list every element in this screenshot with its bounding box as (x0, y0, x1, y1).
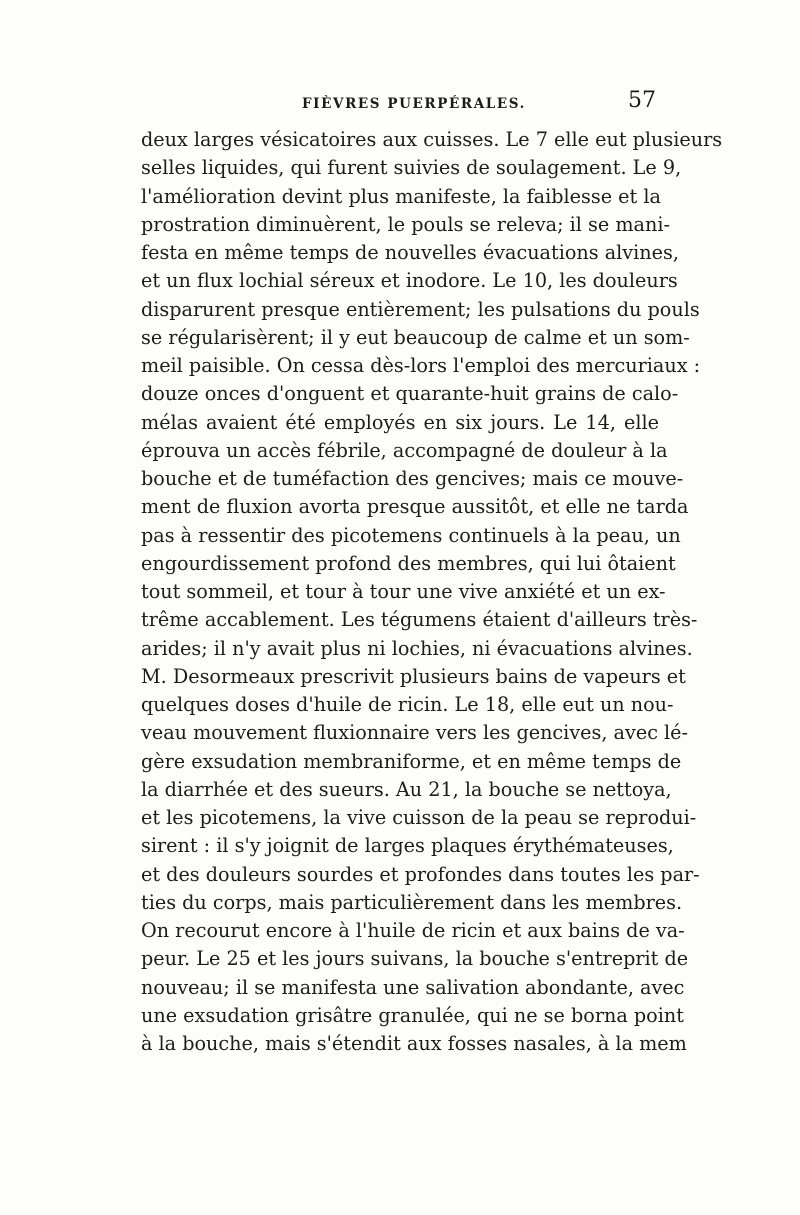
text-line: ment de fluxion avorta presque aussitôt, et elle ne tarda (141, 495, 689, 519)
text-line: On recourut encore à l'huile de ricin et aux bains de va- (141, 919, 685, 942)
running-title: FIÈVRES PUERPÉRALES. (302, 96, 526, 112)
text-line: sirent : il s'y joignit de larges plaques érythémateuses, (141, 834, 674, 858)
text-line: disparurent presque entièrement; les pulsations du pouls (141, 297, 700, 321)
text-line: éprouva un accès fébrile, accompagné de douleur à la (141, 438, 668, 462)
text-line: M. Desormeaux prescrivit plusieurs bains de vapeurs et (141, 664, 686, 688)
text-line: festa en même temps de nouvelles évacuations alvines, (141, 241, 679, 264)
text-line: gère exsudation membraniforme, et en même temps de (141, 749, 682, 773)
text-line: se régularisèrent; il y eut beaucoup de calme et un som- (141, 325, 690, 349)
text-line: une exsudation grisâtre granulée, qui ne se borna point (141, 1003, 684, 1027)
text-line: la diarrhée et des sueurs. Au 21, la bouche se nettoya, (141, 777, 672, 801)
text-line: pas à ressentir des picotemens continuels à la peau, un (141, 523, 681, 547)
text-line: bouche et de tuméfaction des gencives; mais ce mouve- (141, 467, 684, 490)
text-line: quelques doses d'huile de ricin. Le 18, elle eut un nou- (141, 693, 674, 716)
page-header (142, 88, 658, 118)
text-line: prostration diminuèrent, le pouls se releva; il se mani- (141, 212, 670, 236)
text-line: tout sommeil, et tour à tour une vive anxiété et un ex- (141, 580, 666, 603)
text-line: engourdissement profond des membres, qui lui ôtaient (141, 551, 676, 575)
body-text (141, 126, 723, 1058)
text-line: arides; il n'y avait plus ni lochies, ni évacuations alvines. (141, 636, 693, 660)
text-line: l'amélioration devint plus manifeste, la faiblesse et la (141, 184, 661, 208)
text-line: douze onces d'onguent et quarante-huit grains de calo- (141, 382, 679, 406)
text-line: peur. Le 25 et les jours suivans, la bouche s'entreprit de (141, 947, 689, 971)
text-line: deux larges vésicatoires aux cuisses. Le 7 elle eut plusieurs (141, 128, 723, 151)
text-line: et les picotemens, la vive cuisson de la peau se reprodui- (141, 806, 697, 829)
text-line: mélas avaient été employés en six jours. Le 14, elle (141, 410, 659, 434)
text-line: meil paisible. On cessa dès-lors l'emploi des mercuriaux : (141, 354, 701, 377)
text-line: à la bouche, mais s'étendit aux fosses nasales, à la mem (141, 1032, 687, 1055)
text-line: veau mouvement fluxionnaire vers les gencives, avec lé- (141, 721, 689, 745)
text-line: et un flux lochial séreux et inodore. Le 10, les douleurs (141, 269, 678, 293)
text-line: selles liquides, qui furent suivies de soulagement. Le 9, (141, 156, 682, 180)
text-line: ties du corps, mais particulièrement dans les membres. (141, 890, 683, 914)
text-line: nouveau; il se manifesta une salivation abondante, avec (141, 975, 685, 999)
text-line: trême accablement. Les tégumens étaient d'ailleurs très- (141, 608, 698, 632)
text-line: et des douleurs sourdes et profondes dans toutes les par- (141, 862, 700, 886)
page-number: 57 (628, 88, 656, 113)
